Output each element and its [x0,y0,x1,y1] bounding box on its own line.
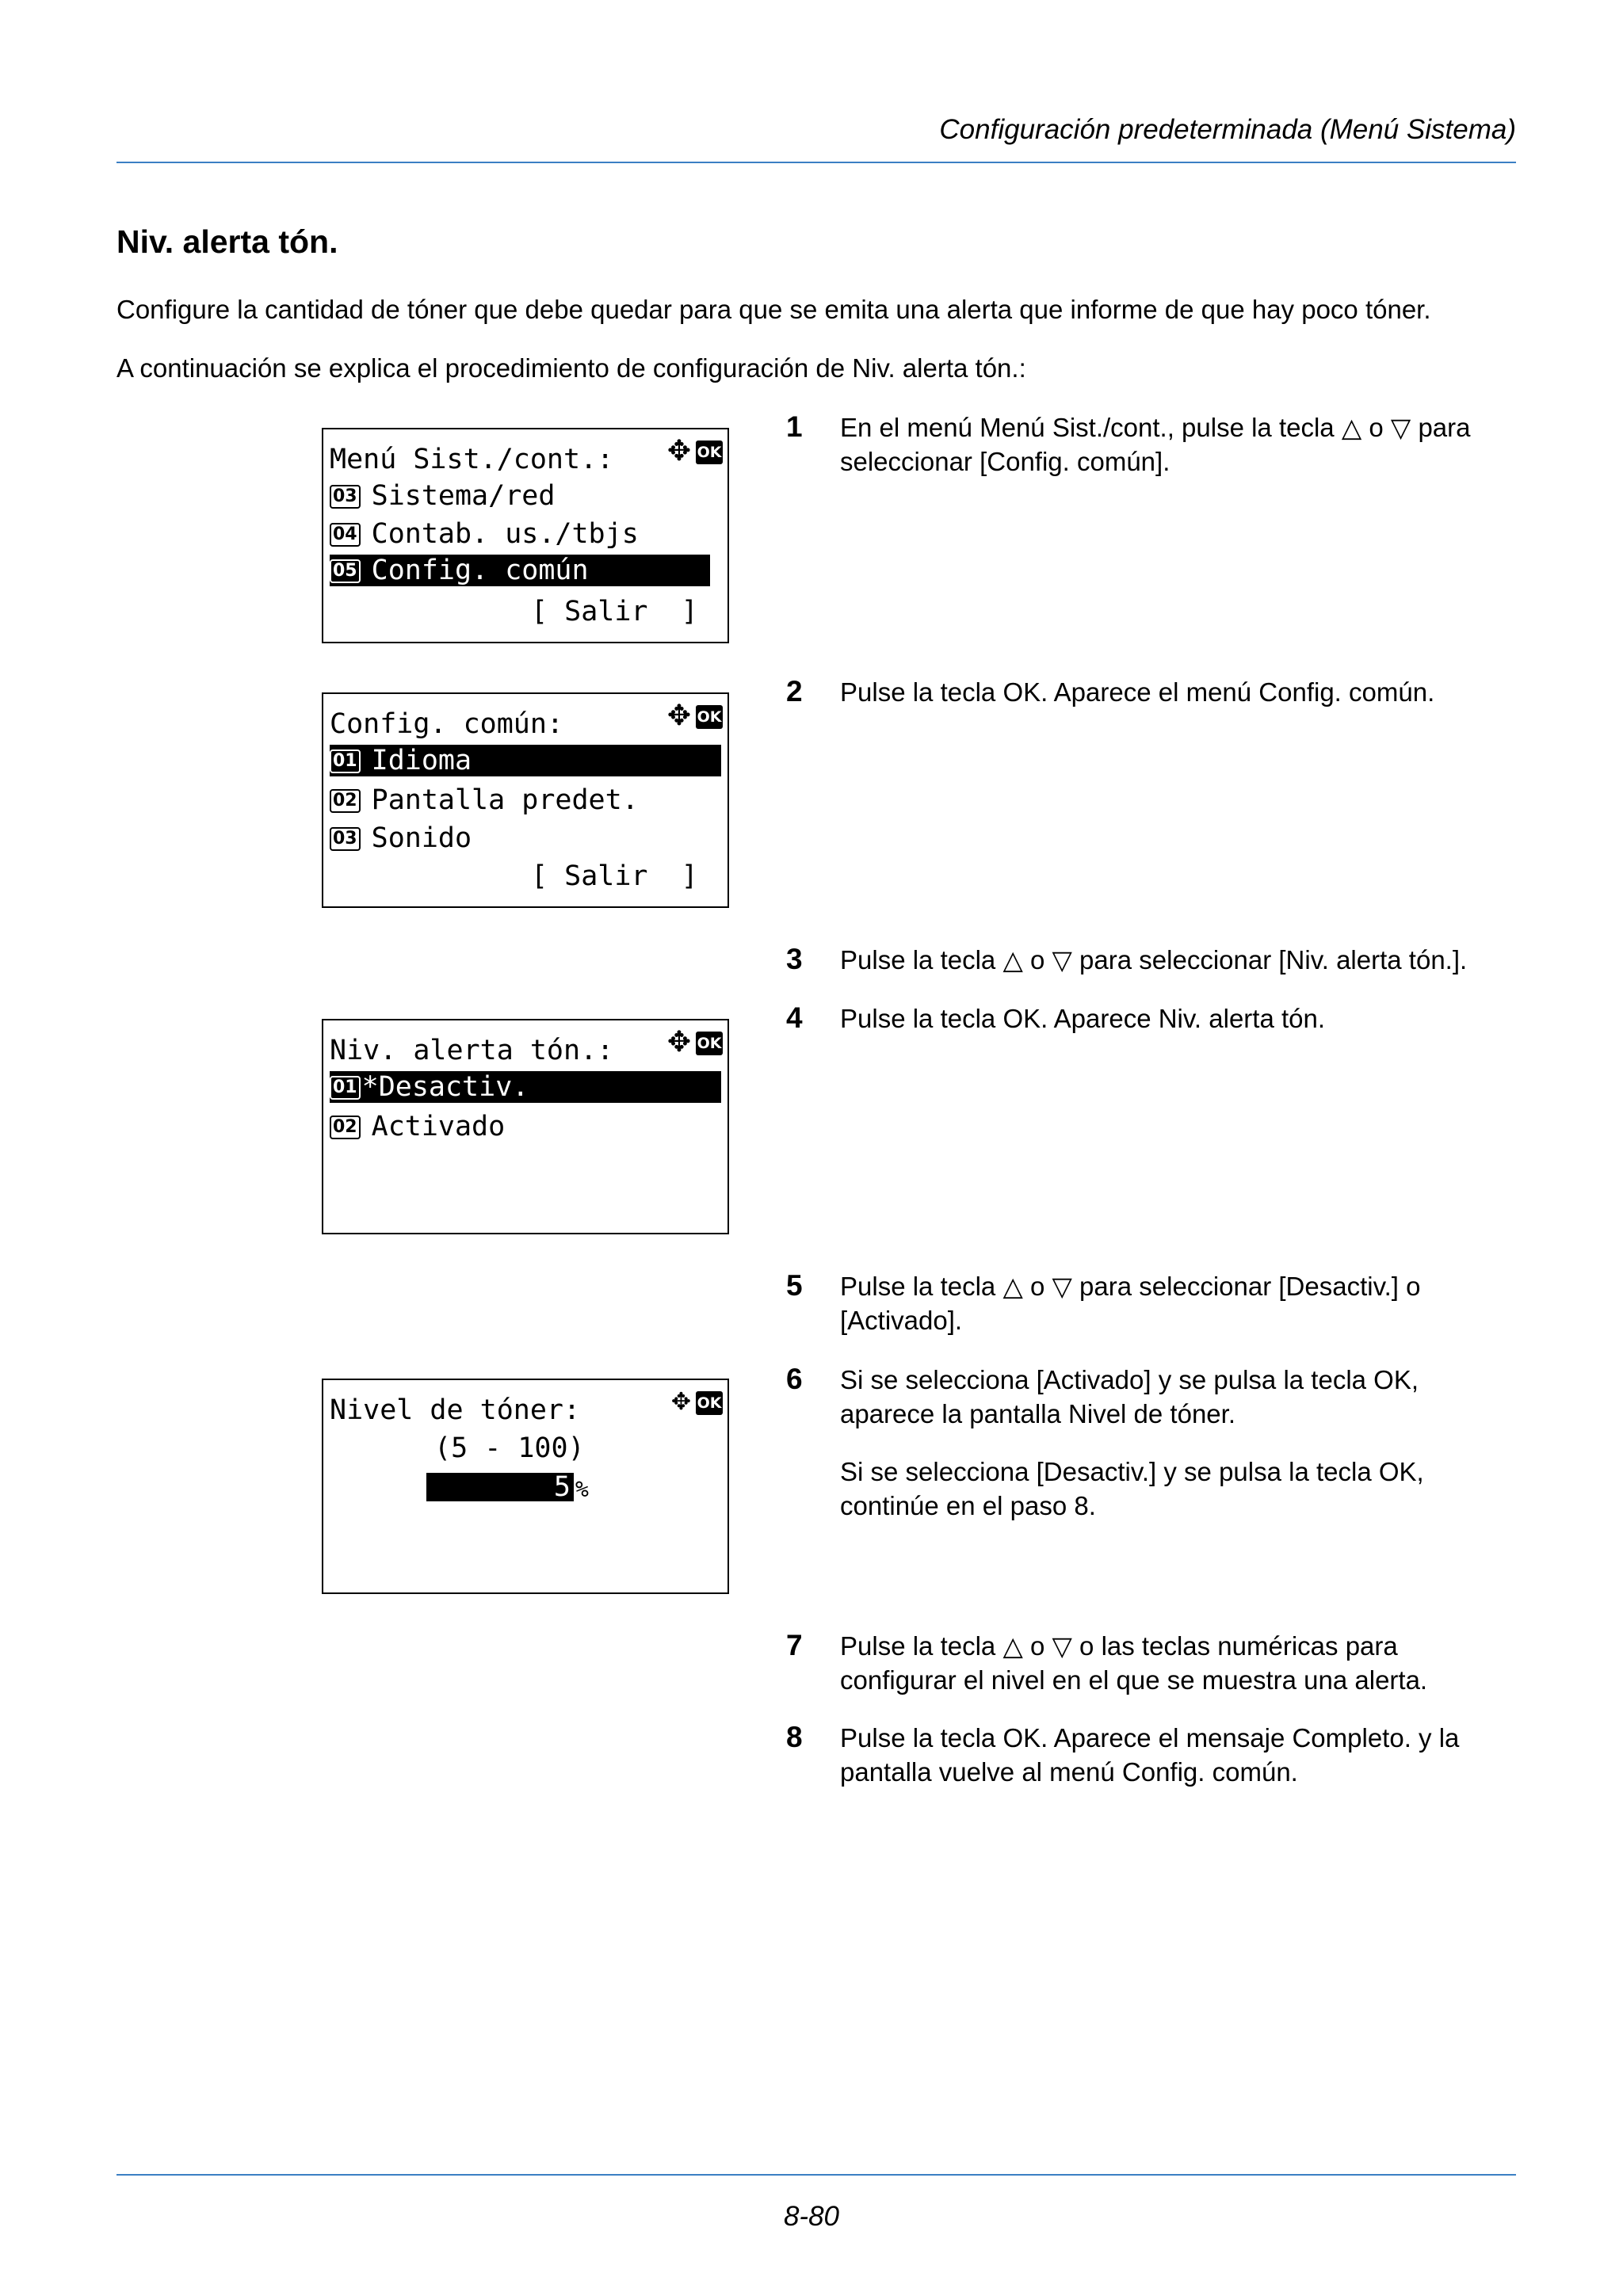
lcd-title: Niv. alerta tón.: [330,1035,614,1066]
lcd-menu-item: 02 Activado [330,1111,505,1142]
ok-key-icon: OK [696,1032,723,1055]
footer-rule [116,2174,1516,2176]
lcd-title: Config. común: [330,708,564,740]
step-text: Pulse la tecla △ o ▽ o las teclas numéricas para configurar el nivel en el que se muestra una alerta. [840,1631,1428,1695]
lcd-menu-item-selected: 01 Idioma [330,745,721,776]
ok-key-icon: OK [696,1391,723,1415]
ok-key-icon: OK [696,441,723,464]
lcd-screen-niv-alerta-ton [322,1019,729,1234]
ok-key-icon: OK [696,705,723,729]
intro-paragraph-2: A continuación se explica el procedimiento de configuración de Niv. alerta tón.: [116,353,1026,383]
lcd-softkey-salir: [ Salir ] [531,860,698,892]
navigation-arrows-icon: ✥ [666,1026,691,1058]
lcd-menu-item-selected: 01 *Desactiv. [330,1071,721,1103]
step-text: Pulse la tecla △ o ▽ para seleccionar [Niv. alerta tón.]. [840,945,1468,974]
lcd-softkey-salir: [ Salir ] [531,596,698,627]
percent-unit: % [575,1476,589,1502]
header-title: Configuración predeterminada (Menú Sistema) [939,114,1516,145]
step-number: 1 [786,410,803,443]
step-text: Pulse la tecla OK. Aparece Niv. alerta tón. [840,1004,1326,1033]
step-number: 7 [786,1629,803,1661]
step-number: 6 [786,1363,803,1395]
step-text: Pulse la tecla OK. Aparece el mensaje Completo. y la pantalla vuelve al menú Config. común. [840,1723,1460,1787]
step-number: 5 [786,1269,803,1302]
intro-paragraph-1: Configure la cantidad de tóner que debe quedar para que se emita una alerta que informe de que hay poco tóner. [116,295,1431,324]
lcd-screen-config-comun [322,692,729,908]
navigation-arrows-icon: ✥ [666,435,691,467]
lcd-menu-item: 03 Sonido [330,822,472,854]
step-number: 8 [786,1721,803,1753]
lcd-menu-item: 03 Sistema/red [330,480,555,512]
step-text: Pulse la tecla △ o ▽ para seleccionar [Desactiv.] o [Activado]. [840,1272,1421,1335]
page-number: 8-80 [783,2201,840,2232]
lcd-screen-nivel-de-toner [322,1379,729,1594]
step-text: En el menú Menú Sist./cont., pulse la tecla △ o ▽ para seleccionar [Config. común]. [840,413,1471,476]
step-text: Pulse la tecla OK. Aparece el menú Config. común. [840,677,1435,707]
step-number: 3 [786,943,803,975]
navigation-arrows-icon: ✥ [666,700,691,732]
header-rule [116,162,1516,163]
step-text: Si se selecciona [Activado] y se pulsa la tecla OK, aparece la pantalla Nivel de tóner. Si se selecciona [Desactiv.] y se pulsa la tecla OK, continúe en el paso 8. [840,1365,1424,1520]
lcd-title: Nivel de tóner: [330,1394,581,1426]
lcd-screen-menu-sist [322,428,729,643]
lcd-menu-item: 04 Contab. us./tbjs [330,518,639,550]
lcd-menu-item: 02 Pantalla predet. [330,784,639,816]
navigation-arrows-icon: ✥ [670,1388,691,1416]
lcd-range: (5 - 100) [434,1432,585,1464]
section-title: Niv. alerta tón. [116,223,338,260]
step-number: 4 [786,1001,803,1034]
lcd-menu-item-selected: 05 Config. común [330,555,710,586]
step-number: 2 [786,675,803,707]
toner-level-input: 5 [426,1473,574,1501]
lcd-title: Menú Sist./cont.: [330,444,614,475]
